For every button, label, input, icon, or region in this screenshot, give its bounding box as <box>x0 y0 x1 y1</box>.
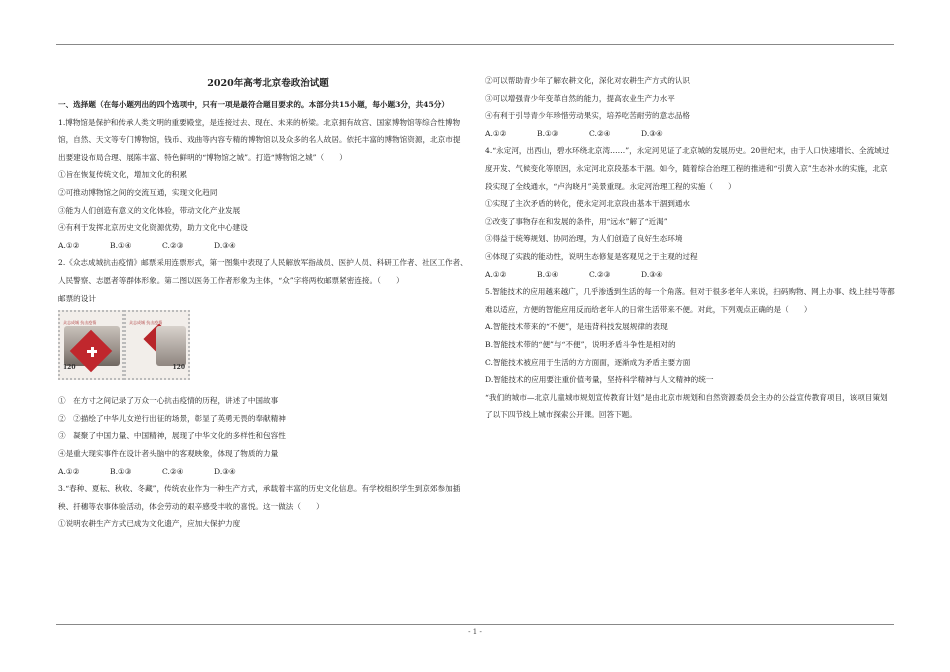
question-3 <box>58 480 468 533</box>
answer-options <box>485 125 895 143</box>
question-5 <box>485 283 895 389</box>
option-a: A.①② <box>58 466 80 476</box>
option-c: C.智能技术被应用于生活的方方面面，逐渐成为矛盾主要方面 <box>485 357 691 367</box>
red-cross-icon-bar <box>91 347 94 357</box>
option-b: B.①④ <box>110 240 132 250</box>
question-stem: 1.博物馆是保护和传承人类文明的重要殿堂，是连接过去、现在、未来的桥梁。北京拥有故宫、国家博物馆等综合性博物馆，自然、天文等专门博物馆，钱币、戏曲等内容专精的博物馆以及众多的名人故居。依托丰富的博物馆资源，北京市提出要建设布局合理、展陈丰富、特色鲜明的“博物馆之城”。打造“博物馆之城”（ ） <box>58 117 461 162</box>
stamp-left <box>58 310 124 380</box>
header-rule <box>56 44 894 45</box>
question-stem: 2.《众志成城抗击疫情》邮票采用连票形式，第一图集中表现了人民解放军指战员、医护人员、科研工作者、社区工作者、人民警察、志愿者等群体形象。第二图以医务工作者形象为主体，“众”字将两枚邮票紧密连接。（ ） <box>58 258 468 285</box>
question-stem: 5.智能技术的应用越来越广，几乎渗透到生活的每一个角落。但对于很多老年人来说，扫码购物、网上办事、线上挂号等都难以适应，方便的智能应用反而给老年人的日常生活带来不便。对此，下列观点正确的是（ ） <box>485 287 895 314</box>
option-c: C.②③ <box>162 240 184 250</box>
option-a: A.智能技术带来的“不便”，是违背科技发展规律的表现 <box>485 322 668 332</box>
footer-rule <box>56 624 894 625</box>
question-2 <box>58 254 468 480</box>
statement: ③ 凝聚了中国力量、中国精神，展现了中华文化的多样性和包容性 <box>58 431 286 441</box>
stamp-header: 众志成城 抗击疫情 <box>63 320 97 326</box>
statement: ④是重大现实事件在设计者头脑中的客观映象，体现了物质的力量 <box>58 448 279 458</box>
option-c: C.②③ <box>589 269 611 279</box>
right-column <box>485 72 895 424</box>
option-a: A.①② <box>485 128 507 138</box>
statement: ①旨在恢复传统文化，增加文化的积累 <box>58 170 188 180</box>
statement: ①说明农耕生产方式已成为文化遗产，应加大保护力度 <box>58 519 241 529</box>
statement: ③能为人们创造有意义的文化体验，带动文化产业发展 <box>58 205 241 215</box>
option-d: D.智能技术的应用要注重价值考量，坚持科学精神与人文精神的统一 <box>485 375 714 385</box>
material-intro: “我们的城市—北京儿童城市规划宣传教育计划”是由北京市规划和自然资源委员会主办的公益宣传教育项目，该项目策划了以下四节线上城市探索公开课。回答下题。 <box>485 392 888 420</box>
question-1 <box>58 114 468 255</box>
question-3-continued <box>485 72 895 142</box>
question-stem: 4.“永定河，出西山，碧水环绕北京湾……”，永定河见证了北京城的发展历史。20世纪末，由于人口快速增长、全流域过度开发、气候变化等原因，永定河北京段基本干涸。如今，随着综合治理工程的推进和“引黄入京”生态补水的实施，北京段实现了全线通水，“卢沟晓月”美景重现。永定河治理工程的实施（ ） <box>485 146 890 191</box>
stamp-header: 众志成城 抗击疫情 <box>129 320 163 326</box>
page-title: 2020年高考北京卷政治试题 <box>207 78 329 89</box>
option-b: B.①③ <box>537 128 559 138</box>
stamp-value: 120 <box>63 363 76 371</box>
option-b: B.智能技术带的“便”与“不便”，说明矛盾斗争性是相对的 <box>485 339 676 349</box>
answer-options <box>58 237 468 255</box>
page-number: - 1 - <box>468 628 482 636</box>
option-c: C.②④ <box>162 466 184 476</box>
option-d: D.③④ <box>641 128 663 138</box>
statement: ① 在方寸之间记录了万众一心抗击疫情的历程，讲述了中国故事 <box>58 396 279 406</box>
statement: ② ②描绘了中华儿女逆行出征的场景，彰显了英勇无畏的奉献精神 <box>58 413 286 423</box>
option-d: D.③④ <box>641 269 663 279</box>
question-stem: 3.“春种、夏耘、秋收、冬藏”，传统农业作为一种生产方式，承载着丰富的历史文化信息。有学校组织学生到京郊参加插秧、扦穗等农事体验活动，体会劳动的艰辛感受丰收的喜悦。这一做法（ ） <box>58 484 461 511</box>
statement: ③得益于统筹规划、协同治理，为人们创造了良好生态环境 <box>485 234 683 244</box>
statement: ①实现了主次矛盾的转化，使永定河北京段由基本干涸到通水 <box>485 199 691 209</box>
statement: ②可推动博物馆之间的交流互通，实现文化趋同 <box>58 187 218 197</box>
answer-options <box>485 266 895 284</box>
option-c: C.②④ <box>589 128 611 138</box>
section-heading: 一、选择题（在每小题列出的四个选项中，只有一项是最符合题目要求的。本部分共15小题，每小题3分，共45分） <box>58 100 449 109</box>
stamp-right <box>124 310 190 380</box>
statement: ②改变了事物存在和发展的条件，用“远水”解了“近渴” <box>485 216 668 226</box>
statement: ④有利于引导青少年珍惜劳动果实，培养吃苦耐劳的意志品格 <box>485 111 691 121</box>
statement: ②可以帮助青少年了解农耕文化，深化对农耕生产方式的认识 <box>485 76 691 85</box>
option-d: D.③④ <box>214 240 236 250</box>
option-a: A.①② <box>58 240 80 250</box>
question-4 <box>485 142 895 283</box>
answer-options <box>58 463 468 481</box>
option-b: B.①④ <box>537 269 559 279</box>
left-column <box>58 72 468 533</box>
option-d: D.③④ <box>214 466 236 476</box>
stamp-value: 120 <box>172 363 185 371</box>
statement: ④有利于发挥北京历史文化资源优势，助力文化中心建设 <box>58 223 248 233</box>
figure-caption: 邮票的设计 <box>58 293 96 303</box>
stamp-image <box>58 310 468 382</box>
statement: ③可以增强青少年变革自然的能力，提高农业生产力水平 <box>485 93 675 103</box>
option-b: B.①③ <box>110 466 132 476</box>
option-a: A.①② <box>485 269 507 279</box>
statement: ④体现了实践的能动性，说明生态修复是客观见之于主观的过程 <box>485 251 698 261</box>
